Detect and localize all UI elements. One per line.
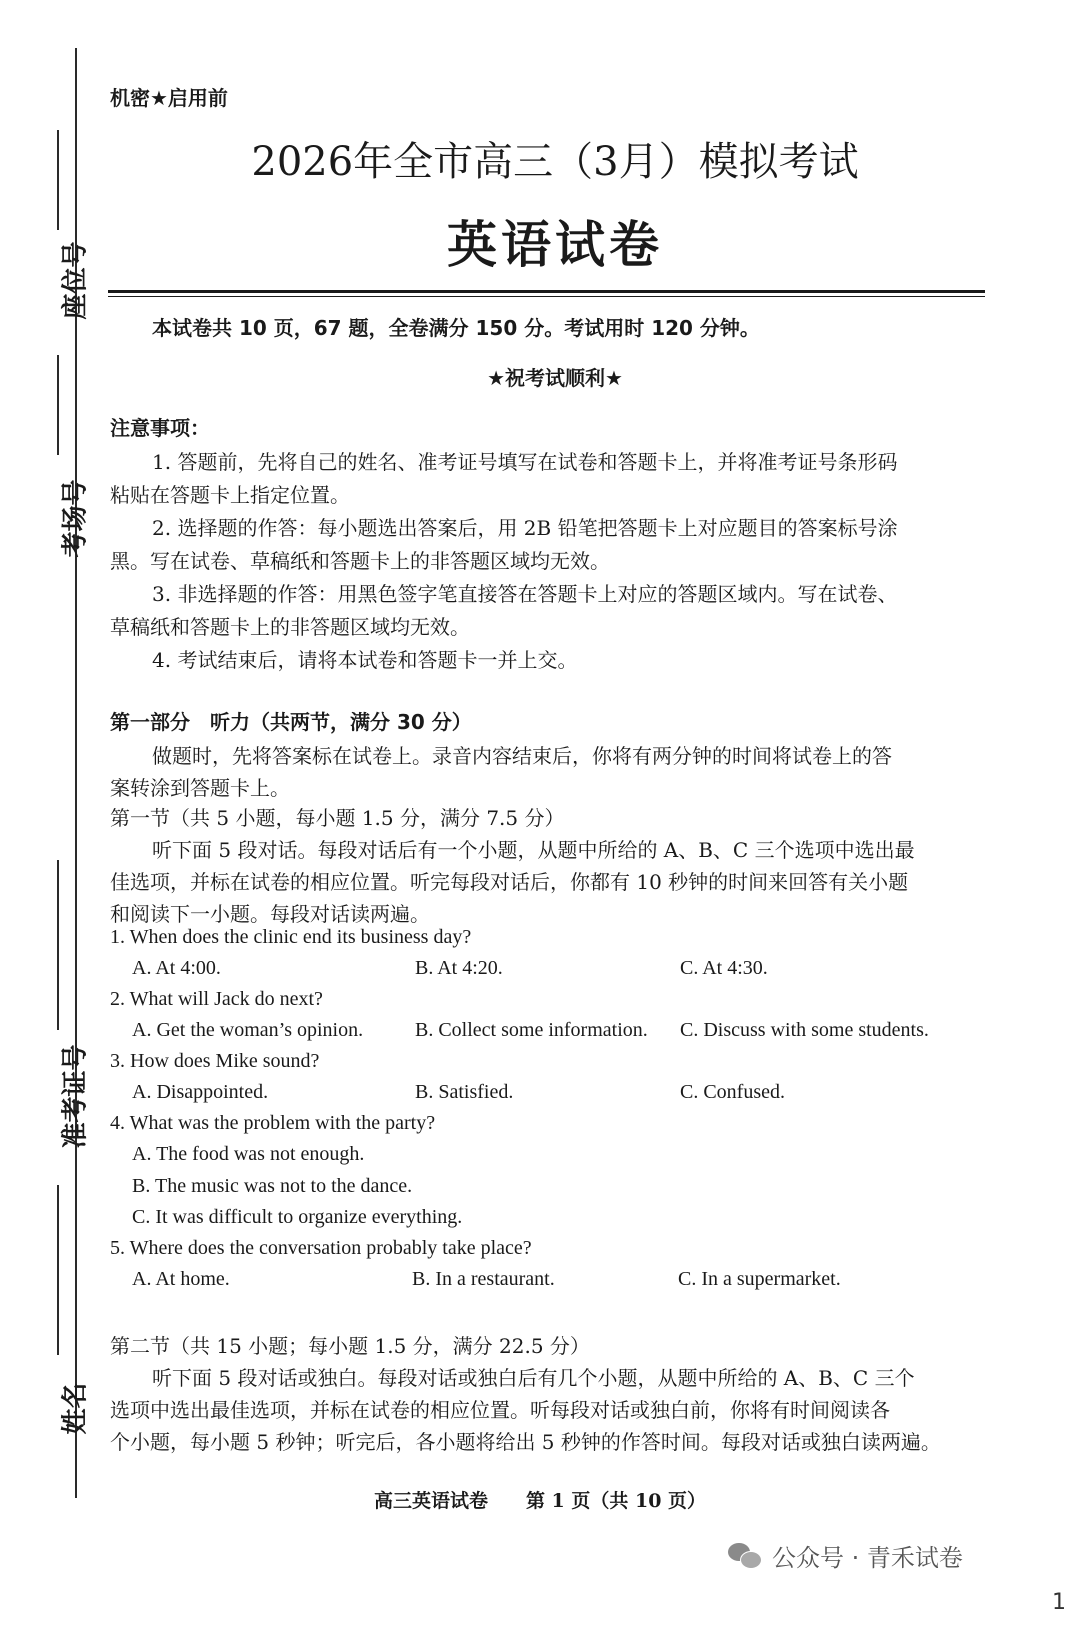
notice-line: 1. 答题前，先将自己的姓名、准考证号填写在试卷和答题卡上，并将准考证号条形码 — [152, 450, 898, 474]
question-2: 2. What will Jack do next? — [110, 988, 323, 1010]
section1-instruction: 和阅读下一小题。每段对话读两遍。 — [110, 902, 430, 926]
option-a: A. The food was not enough. — [132, 1143, 365, 1165]
option-b: B. Satisfied. — [415, 1081, 514, 1103]
ticket-rule — [57, 860, 59, 1030]
question-3: 3. How does Mike sound? — [110, 1050, 320, 1072]
page-footer: 高三英语试卷 第 1 页（共 10 页） — [373, 1490, 707, 1512]
seat-number-label: 座位号 — [60, 241, 91, 320]
section1-instruction: 佳选项，并标在试卷的相应位置。听完每段对话后，你都有 10 秒钟的时间来回答有关小题 — [110, 870, 909, 894]
exam-room-label: 考场号 — [60, 479, 91, 558]
exam-title: 2026年全市高三（3月）模拟考试 — [251, 139, 859, 185]
option-a: A. At 4:00. — [132, 957, 221, 979]
option-c: C. It was difficult to organize everything. — [132, 1206, 463, 1228]
exam-summary: 本试卷共 10 页，67 题，全卷满分 150 分。考试用时 120 分钟。 — [152, 316, 760, 340]
section2-heading: 第二节（共 15 小题；每小题 1.5 分，满分 22.5 分） — [110, 1334, 590, 1358]
good-luck-wish: ★祝考试顺利★ — [487, 366, 623, 390]
section2-instruction: 选项中选出最佳选项，并标在试卷的相应位置。听每段对话或独白前，你将有时间阅读各 — [110, 1398, 890, 1422]
option-b: B. Collect some information. — [415, 1019, 648, 1041]
notice-heading: 注意事项： — [110, 416, 210, 440]
question-1: 1. When does the clinic end its business day? — [110, 926, 472, 948]
name-rule — [57, 1185, 59, 1355]
notice-line: 草稿纸和答题卡上的非答题区域均无效。 — [110, 615, 470, 639]
option-a: A. Disappointed. — [132, 1081, 269, 1103]
header-rule-thick — [108, 290, 985, 293]
part1-instruction: 做题时，先将答案标在试卷上。录音内容结束后，你将有两分钟的时间将试卷上的答 — [152, 744, 892, 768]
part1-heading: 第一部分 听力（共两节，满分 30 分） — [110, 710, 472, 734]
question-4: 4. What was the problem with the party? — [110, 1112, 436, 1134]
option-c: C. Discuss with some students. — [680, 1019, 929, 1041]
option-a: A. Get the woman’s opinion. — [132, 1019, 364, 1041]
section1-heading: 第一节（共 5 小题，每小题 1.5 分，满分 7.5 分） — [110, 806, 565, 830]
option-a: A. At home. — [132, 1268, 230, 1290]
notice-line: 2. 选择题的作答：每小题选出答案后，用 2B 铅笔把答题卡上对应题目的答案标号涂 — [152, 516, 898, 540]
header-rule-thin — [108, 296, 985, 297]
notice-line: 3. 非选择题的作答：用黑色签字笔直接答在答题卡上对应的答题区域内。写在试卷、 — [152, 582, 898, 606]
option-b: B. The music was not to the dance. — [132, 1175, 413, 1197]
watermark — [728, 1538, 963, 1573]
admission-ticket-label: 准考证号 — [60, 1044, 91, 1149]
notice-line: 4. 考试结束后，请将本试卷和答题卡一并上交。 — [152, 648, 578, 672]
subject-title: 英语试卷 — [447, 216, 663, 274]
notice-line: 粘贴在答题卡上指定位置。 — [110, 483, 350, 507]
wechat-icon — [728, 1543, 762, 1569]
section2-instruction: 个小题，每小题 5 秒钟；听完后，各小题将给出 5 秒钟的作答时间。每段对话或独白读两遍。 — [110, 1430, 941, 1454]
watermark-text: 公众号 · 青禾试卷 — [772, 1544, 963, 1572]
section1-instruction: 听下面 5 段对话。每段对话后有一个小题，从题中所给的 A、B、C 三个选项中选出最 — [152, 838, 915, 862]
name-label: 姓名 — [60, 1382, 91, 1435]
part1-instruction: 案转涂到答题卡上。 — [110, 776, 290, 800]
question-5: 5. Where does the conversation probably take place? — [110, 1237, 532, 1259]
option-c: C. In a supermarket. — [678, 1268, 841, 1290]
notice-line: 黑。写在试卷、草稿纸和答题卡上的非答题区域均无效。 — [110, 549, 610, 573]
option-b: B. In a restaurant. — [412, 1268, 555, 1290]
confidential-mark: 机密★启用前 — [110, 86, 228, 110]
option-c: C. At 4:30. — [680, 957, 768, 979]
option-c: C. Confused. — [680, 1081, 785, 1103]
option-b: B. At 4:20. — [415, 957, 503, 979]
section2-instruction: 听下面 5 段对话或独白。每段对话或独白后有几个小题，从题中所给的 A、B、C 三个 — [152, 1366, 915, 1390]
page-index: 1 — [1052, 1590, 1066, 1615]
